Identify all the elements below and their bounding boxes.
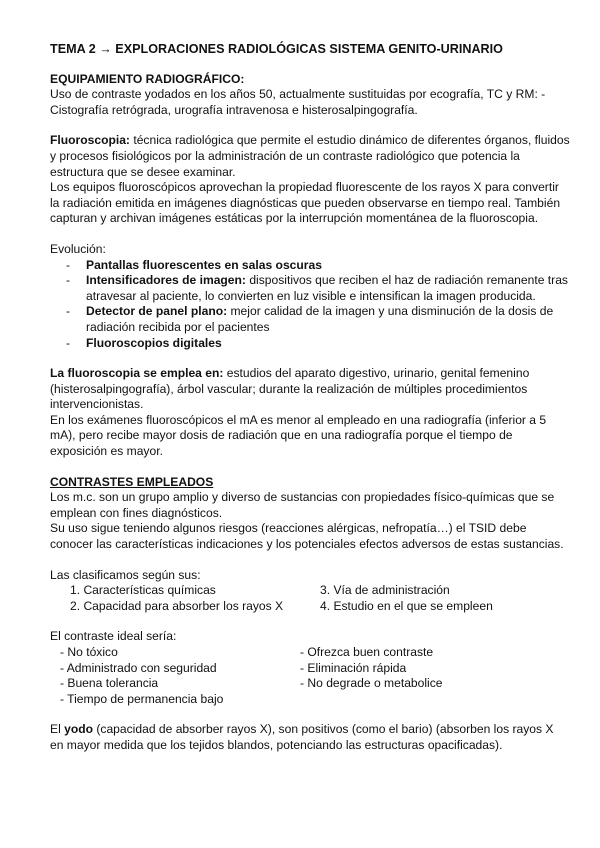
evolucion-label: Evolución: [50, 241, 106, 256]
yodo-text: (capacidad de absorber rayos X), son positivos (como el bario) (absorben los rayos X en mayor medida que los tejidos blandos, potenciando las estructuras opacificadas). [50, 722, 554, 752]
contrastes-p1: Los m.c. son un grupo amplio y diverso de sustancias con propiedades físico-químicas que se emplean con fines diagnósticos. [50, 490, 555, 520]
yodo-pre: El [50, 722, 65, 737]
contrastes-heading-text: CONTRASTES EMPLEADOS [50, 474, 214, 489]
contrastes-heading [50, 475, 570, 491]
contrastes-p2: Su uso sigue teniendo algunos riesgos (reacciones alérgicas, nefropatía…) el TSID debe conocer las características indicaciones y los potenciales efectos adversos de estas sustancias. [50, 521, 564, 552]
page-title: TEMA 2 → EXPLORACIONES RADIOLÓGICAS SISTEMA GENITO-URINARIO [50, 42, 503, 56]
fluoroscopia-term: Fluoroscopia: [50, 133, 130, 148]
uso-bold: La fluoroscopia se emplea en: [50, 366, 224, 381]
list-item: 4. Estudio en el que se empleen [320, 598, 493, 613]
fluoroscopia-section [50, 133, 570, 227]
list-item: - Ofrezca buen contraste [300, 645, 434, 659]
list-item: - Eliminación rápida [300, 660, 407, 675]
list-item: 1. Características químicas [70, 583, 216, 598]
document-page [50, 42, 570, 762]
uso-section [50, 366, 570, 460]
list-item [66, 304, 570, 335]
list-item [66, 258, 570, 274]
uso-paragraph-2: En los exámenes fluoroscópicos el mA es menor al empleado en una radiografía (inferior a 5 mA), pero recibe mayor dosis de radiación que en una radiografía porque el tiempo de exposición es mayor. [50, 412, 547, 459]
list-item [66, 273, 570, 304]
list-item: - Tiempo de permanencia bajo [60, 691, 224, 706]
list-item: 2. Capacidad para absorber los rayos X [70, 598, 284, 613]
list-item: 3. Vía de administración [320, 583, 450, 598]
uso-paragraph [50, 366, 570, 413]
clasif-right [320, 583, 550, 614]
list-item-bold: Intensificadores de imagen: [86, 273, 246, 288]
ideal-right [300, 645, 540, 707]
fluoroscopia-paragraph-2: Los equipos fluoroscópicos aprovechan la propiedad fluorescente de los rayos X para convertir la radiación emitida en imágenes diagnósticas que pueden observarse en tiempo real. También capturan y archivan imágenes estáticas por la interrupción momentánea de la fluoroscopia. [50, 180, 561, 226]
clasif-list [50, 583, 570, 614]
list-item-text: mejor calidad de la imagen y una disminución de la dosis de radiación recibida por el pacientes [86, 304, 554, 334]
equipamiento-heading-text: EQUIPAMIENTO RADIOGRÁFICO: [50, 71, 245, 86]
uso-text: estudios del aparato digestivo, urinario, genital femenino (histerosalpingografía), árbol vascular; durante la realización de múltiples procedimientos intervencionistas. [50, 366, 530, 412]
clasif-left [50, 583, 320, 614]
ideal-left [60, 645, 300, 707]
list-item: - No tóxico [60, 645, 118, 659]
equipamiento-text: Uso de contraste yodados en los años 50, actualmente sustituidas por ecografía, TC y RM: - Cistografía retrógrada, urografía intravenosa e histerosalpingografía. [50, 87, 546, 117]
fluoroscopia-definition [50, 133, 570, 180]
list-item-bold: Pantallas fluorescentes en salas oscuras [86, 257, 322, 272]
list-item-text: dispositivos que reciben el haz de radiación remanente tras atravesar al paciente, lo convierten en luz visible e intensifican la imagen producida. [86, 273, 568, 303]
list-item [66, 336, 570, 352]
equipamiento-heading [50, 72, 570, 88]
evolucion-section [50, 242, 570, 351]
clasif-label: Las clasificamos según sus: [50, 567, 201, 582]
list-item-bold: Detector de panel plano: [86, 304, 228, 319]
list-item: - No degrade o metabolice [300, 676, 443, 691]
list-item-bold: Fluoroscopios digitales [86, 335, 222, 350]
fluoroscopia-def-text: técnica radiológica que permite el estudio dinámico de diferentes órganos, fluidos y procesos fisiológicos por la administración de un contraste radiológico que potencia la estructura que se desee examinar. [50, 133, 570, 179]
list-item: - Buena tolerancia [60, 676, 159, 691]
list-item: - Administrado con seguridad [60, 660, 217, 675]
ideal-list [50, 645, 570, 707]
evolucion-list [50, 258, 570, 352]
contrastes-section [50, 475, 570, 754]
yodo-bold: yodo [64, 722, 94, 737]
equipamiento-section [50, 72, 570, 119]
yodo-paragraph [50, 722, 570, 753]
ideal-label: El contraste ideal sería: [50, 629, 177, 644]
